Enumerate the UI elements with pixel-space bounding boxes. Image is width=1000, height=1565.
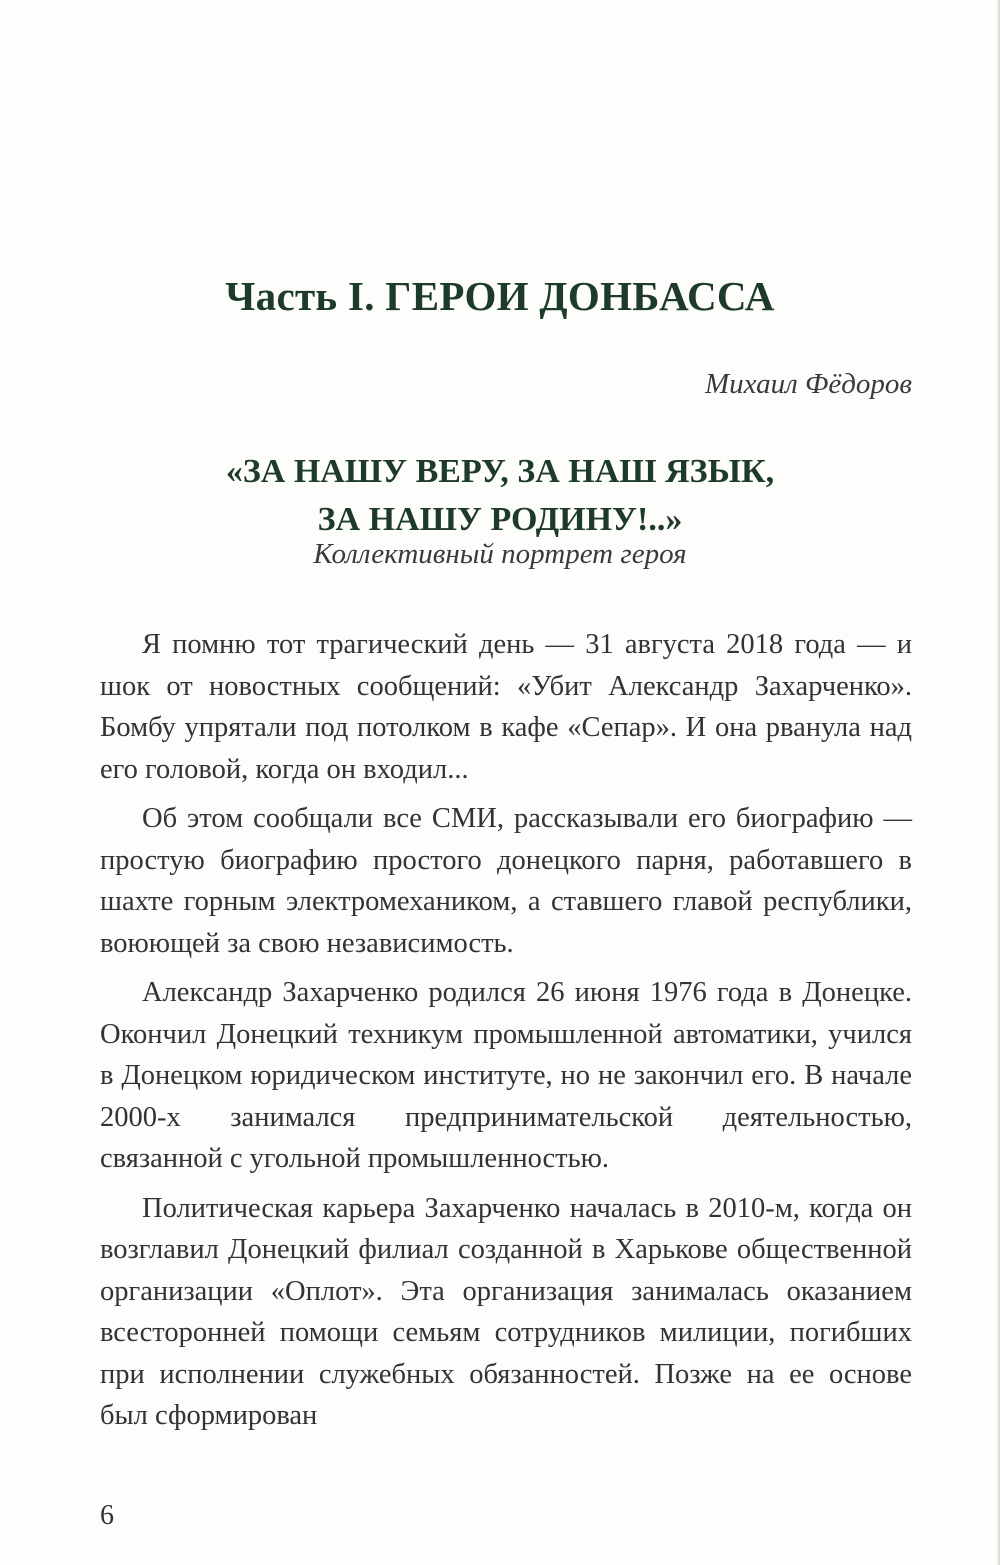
chapter-title-line-1: «ЗА НАШУ ВЕРУ, ЗА НАШ ЯЗЫК, bbox=[225, 453, 775, 490]
part-title: Часть I. ГЕРОИ ДОНБАССА bbox=[225, 273, 775, 319]
paragraph-1: Я помню тот трагический день — 31 августа 2018 года — и шок от новостных сообщений: «Убит Александр Захарченко». Бомбу упрятали под потолком в кафе «Сепар». И она рванула над его головой, когда он входил... bbox=[100, 629, 912, 785]
chapter-title bbox=[0, 448, 1000, 544]
paragraph-2: Об этом сообщали все СМИ, рассказывали его биографию — простую биографию простого донецкого парня, работавшего в шахте горным электромехаником, а ставшего главой республики, воюющей за свою независимость. bbox=[100, 803, 912, 959]
paragraph-3: Александр Захарченко родился 26 июня 1976 года в Донецке. Окончил Донецкий техникум промышленной автоматики, учился в Донецком юридическом институте, но не закончил его. В начале 2000-х занимался предпринимательской деятельностью, связанной с угольной промышленностью. bbox=[100, 977, 912, 1174]
body-text bbox=[100, 624, 912, 1445]
author-name: Михаил Фёдоров bbox=[705, 368, 912, 400]
chapter-subtitle: Коллективный портрет героя bbox=[313, 538, 687, 570]
page-number: 6 bbox=[100, 1500, 114, 1531]
paragraph-4: Политическая карьера Захарченко началась в 2010-м, когда он возглавил Донецкий филиал созданной в Харькове общественной организации «Оплот». Эта организация занималась оказанием всесторонней помощи семьям сотрудников милиции, погибших при исполнении служебных обязанностей. Позже на ее основе был сформирован bbox=[100, 1192, 912, 1431]
chapter-title-line-2: ЗА НАШУ РОДИНУ!..» bbox=[317, 501, 683, 538]
